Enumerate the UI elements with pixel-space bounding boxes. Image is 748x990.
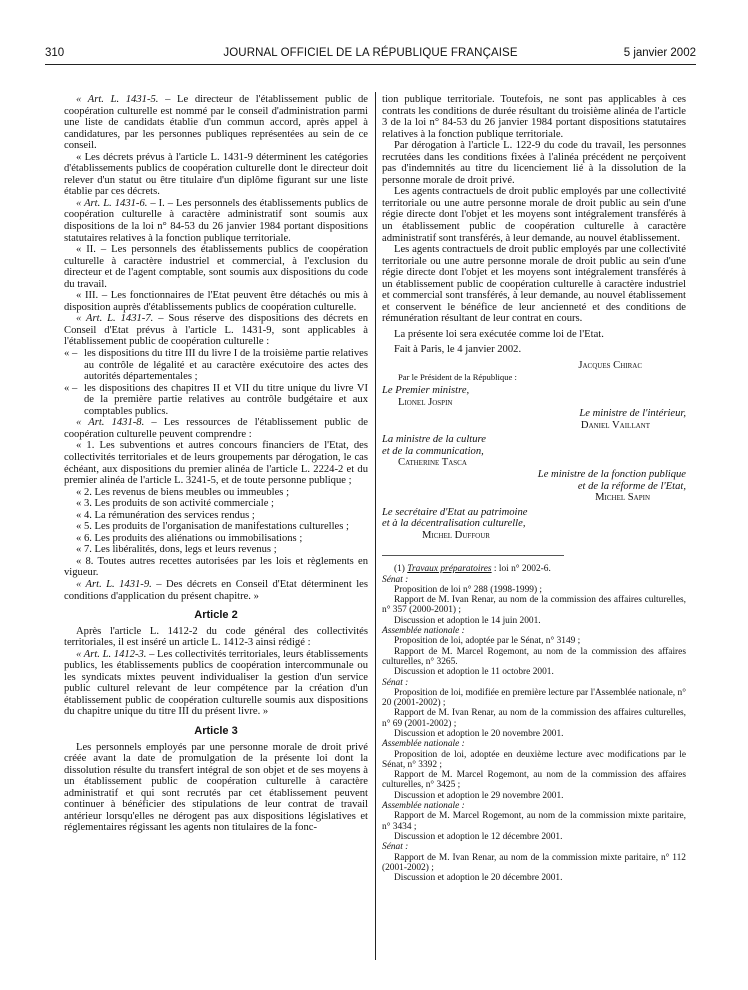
signatory-name: Daniel Vaillant bbox=[580, 419, 650, 431]
article-ref: « Art. L. 1431-6. bbox=[76, 197, 148, 209]
article-ref: « Art. 1431-8. bbox=[76, 417, 145, 429]
paragraph: tion publique territoriale. Toutefois, ne sont pas applicables à ces contrats les conditions de durée résultant du troisième alinéa de l'article 3 de la loi n° 84-53 du 26 janvier 1984 portant dispositions statutaires relatives à la fonction publique territoriale. bbox=[382, 94, 686, 140]
footnote-text: : loi n° 2002-6. bbox=[491, 564, 551, 575]
footnote-line: Rapport de M. Marcel Rogemont, au nom de la commission des affaires culturelles, n° 3265. bbox=[382, 646, 686, 667]
list-item-text: les dispositions du titre III du livre I de la troisième partie relatives au contrôle de légalité et au caractère exécutoire des actes des autorités départementales ; bbox=[84, 348, 368, 383]
footnote-line: Discussion et adoption le 12 décembre 2001. bbox=[394, 831, 563, 842]
footnote-line: Proposition de loi, adoptée en deuxième lecture avec modifications par le Sénat, n° 3392 ; bbox=[382, 749, 686, 770]
signatory-title: La ministre de la culture bbox=[382, 434, 486, 446]
signatures bbox=[382, 360, 686, 541]
footnotes bbox=[382, 564, 686, 883]
paragraph bbox=[64, 94, 368, 152]
signature-note: Par le Président de la République : bbox=[398, 371, 517, 382]
paragraph bbox=[64, 313, 368, 348]
article-ref: « Art. L. 1431-7. bbox=[76, 313, 154, 325]
footnote-chamber: Assemblée nationale : bbox=[382, 801, 465, 812]
paragraph: La présente loi sera exécutée comme loi de l'Etat. bbox=[394, 328, 604, 340]
signatory-title: Le Premier ministre, bbox=[382, 385, 470, 397]
column-divider bbox=[375, 92, 376, 960]
issue-date: 5 janvier 2002 bbox=[623, 47, 696, 59]
signatory-name: Catherine Tasca bbox=[398, 457, 467, 469]
footnote-line: Rapport de M. Ivan Renar, au nom de la commission des affaires culturelles, n° 357 (2000-2001) ; bbox=[382, 595, 686, 616]
paragraph-text: – Des décrets en Conseil d'Etat déterminent les conditions d'application du présent chapitre. » bbox=[64, 578, 368, 602]
footnote-line: Rapport de M. Marcel Rogemont, au nom de la commission mixte paritaire, n° 3434 ; bbox=[382, 811, 686, 832]
footnote-line: Rapport de M. Marcel Rogemont, au nom de la commission des affaires culturelles, n° 3425 ; bbox=[382, 770, 686, 791]
paragraph bbox=[64, 579, 368, 602]
list-item bbox=[64, 348, 368, 383]
paragraph: Par dérogation à l'article L. 122-9 du code du travail, les personnes recrutées dans les conditions fixées à l'alinéa précédent ne perçoivent pas d'indemnités au titre du licenciement lié à la dissolution de la personne morale de droit privé. bbox=[382, 140, 686, 186]
paragraph: Après l'article L. 1412-2 du code général des collectivités territoriales, il est inséré un article L. 1412-3 ainsi rédigé : bbox=[64, 625, 368, 649]
footnote-chamber: Assemblée nationale : bbox=[382, 739, 465, 750]
footnote-chamber: Sénat : bbox=[382, 677, 409, 688]
resource-item: « 3. Les produits de son activité commerciale ; bbox=[76, 498, 274, 510]
article-3-heading: Article 3 bbox=[194, 724, 238, 737]
paragraph-text: – Les collectivités territoriales, leurs établissements publics, les établissements publics de coopération intercommunale ou les syndicats mixtes peuvent individualiser la gestion d'un service public culturel relevant de leur compétence par la création d'un établissement public de coopération culturelle soumis aux dispositions du chapitre unique du titre III du présent livre. » bbox=[64, 648, 368, 718]
footnote-line: Discussion et adoption le 14 juin 2001. bbox=[394, 615, 541, 626]
paragraph: « III. – Les fonctionnaires de l'Etat peuvent être détachés ou mis à disposition auprès d'établissements publics de coopération culturelle. bbox=[64, 290, 368, 313]
footnote-line: Proposition de loi, adoptée par le Sénat, n° 3149 ; bbox=[394, 636, 581, 647]
paragraph: « Les décrets prévus à l'article L. 1431-9 déterminent les catégories d'établissements publics de coopération culturelle dont le directeur doit relever d'un statut ou être titulaire d'un diplôme figurant sur une liste établie par ces décrets. bbox=[64, 151, 368, 198]
footnote-line: Rapport de M. Ivan Renar, au nom de la commission mixte paritaire, n° 112 (2001-2002) ; bbox=[382, 852, 686, 873]
paragraph: « II. – Les personnels des établissements publics de coopération culturelle à caractère industriel et commercial, à l'exclusion du directeur et de l'agent comptable, sont soumis aux dispositions du code du travail. bbox=[64, 244, 368, 290]
left-column bbox=[64, 94, 368, 834]
paragraph-text: – Les ressources de l'établissement public de coopération culturelle peuvent comprendre : bbox=[64, 417, 368, 440]
signatory-name: Jacques Chirac bbox=[578, 360, 642, 372]
journal-title: JOURNAL OFFICIEL DE LA RÉPUBLIQUE FRANÇAISE bbox=[223, 47, 518, 59]
footnote-line: Discussion et adoption le 11 octobre 2001. bbox=[394, 667, 554, 678]
paragraph: Fait à Paris, le 4 janvier 2002. bbox=[394, 344, 522, 356]
footnote-line: Proposition de loi, modifiée en première lecture par l'Assemblée nationale, n° 20 (2001-2002) ; bbox=[382, 687, 686, 709]
footnote-line: Rapport de M. Ivan Renar, au nom de la commission des affaires culturelles, n° 69 (2001-2002) ; bbox=[382, 708, 686, 729]
paragraph: Les personnels employés par une personne morale de droit privé créée avant la date de promulgation de la présente loi dont la dissolution résulte du transfert intégral de son objet et de ses moyens à un établissement public de coopération culturelle à caractère administratif et qui sont recrutés par cet établissement peuvent continuer à bénéficier des stipulations de leur contrat de travail antérieur lorsqu'elles ne dérogent pas aux dispositions législatives et réglementaires régissant les agents non titulaires de la fonc- bbox=[64, 741, 368, 834]
resource-item: « 4. La rémunération des services rendus ; bbox=[76, 509, 255, 521]
resource-item: « 1. Les subventions et autres concours financiers de l'Etat, des collectivités territoriales et de leurs groupements par dérogation, le cas échéant, aux dispositions du premier alinéa de l'article L. 2224-2 et du premier alinéa de l'article L. 3241-5, et de toute personne publique ; bbox=[64, 440, 368, 487]
footnote-chamber: Assemblée nationale : bbox=[382, 626, 465, 637]
footnote-chamber: Sénat : bbox=[382, 574, 409, 585]
footnote-number: (1) bbox=[394, 564, 408, 575]
dash-list bbox=[64, 348, 368, 417]
resource-item: « 5. Les produits de l'organisation de manifestations culturelles ; bbox=[76, 521, 349, 533]
signatory-name: Lionel Jospin bbox=[398, 396, 453, 408]
paragraph-text: – Sous réserve des dispositions des décrets en Conseil d'Etat prévus à l'article L. 1431-9, sont applicables à l'établissement public de coopération culturelle : bbox=[64, 313, 368, 348]
page-number: 310 bbox=[45, 47, 65, 59]
paragraph-text: – Le directeur de l'établissement public de coopération culturelle est nommé par le conseil d'administration parmi une liste de candidats établie d'un commun accord, après appel à candidatures, par les personnes publiques représentées au sein de ce conseil. bbox=[64, 94, 369, 152]
footnote-heading: Travaux préparatoires bbox=[407, 564, 492, 575]
article-2-heading: Article 2 bbox=[194, 609, 238, 622]
right-column bbox=[382, 94, 686, 883]
footnote-chamber: Sénat : bbox=[382, 842, 409, 853]
list-dash: « – bbox=[64, 382, 78, 394]
list-item bbox=[64, 382, 368, 418]
signatory-title: et de la réforme de l'Etat, bbox=[577, 480, 686, 492]
list-dash: « – bbox=[64, 348, 78, 360]
footnote-line bbox=[382, 564, 686, 574]
signatory-title: Le secrétaire d'Etat au patrimoine bbox=[382, 506, 528, 518]
signatory-title: Le ministre de la fonction publique bbox=[537, 468, 686, 480]
signatory-title: et de la communication, bbox=[382, 445, 484, 457]
paragraph: Les agents contractuels de droit public employés par une collectivité territoriale ou une autre personne morale de droit public au sein d'une régie directe dont l'objet et les moyens sont intégralement transférés à un établissement public de coopération culturelle à caractère administratif sont transférés, à leur demande, au nouvel établissement. bbox=[382, 186, 686, 244]
page-header bbox=[45, 47, 696, 63]
article-ref: « Art. L. 1431-5. bbox=[76, 94, 159, 105]
list-item-text: les dispositions des chapitres II et VII du titre unique du livre VI de la première partie relatives au contrôle budgétaire et aux comptables publics. bbox=[84, 382, 368, 417]
paragraph bbox=[64, 198, 368, 244]
resource-item: « 2. Les revenus de biens meubles ou immeubles ; bbox=[76, 486, 290, 498]
paragraph bbox=[64, 417, 368, 440]
article-ref: « Art. L. 1412-3. bbox=[76, 648, 147, 660]
footnote-line: Discussion et adoption le 20 décembre 2001. bbox=[394, 873, 563, 884]
resource-item: « 7. Les libéralités, dons, legs et leurs revenus ; bbox=[76, 544, 277, 556]
signatory-title: Le ministre de l'intérieur, bbox=[579, 408, 686, 420]
paragraph: Les agents contractuels de droit public employés par une collectivité territoriale ou une autre personne morale de droit public au sein d'une régie directe dont l'objet et les moyens sont intégralement transférés à un établissement public de coopération culturelle à caractère industriel et commercial sont transférés, à leur demande, au nouvel établissement et conservent le bénéfice de leur ancienneté et des conditions de rémunération résultant de leur contrat en cours. bbox=[382, 244, 686, 325]
footnote-line: Discussion et adoption le 29 novembre 2001. bbox=[394, 790, 564, 801]
footnote-line: Proposition de loi n° 288 (1998-1999) ; bbox=[394, 584, 543, 595]
signatory-name: Michel Duffour bbox=[422, 529, 490, 541]
header-rule bbox=[45, 64, 696, 65]
article-ref: « Art. L. 1431-9. bbox=[76, 578, 152, 590]
signatory-name: Michel Sapin bbox=[595, 492, 650, 504]
resource-item: « 6. Les produits des aliénations ou immobilisations ; bbox=[76, 532, 303, 544]
footnote-rule bbox=[382, 555, 564, 564]
paragraph-text: – I. – Les personnels des établissements publics de coopération culturelle à caractère administratif sont soumis aux dispositions de la loi n° 84-53 du 26 janvier 1984 portant dispositions statutaires relatives à la fonction publique territoriale. bbox=[64, 197, 369, 244]
footnote-line: Discussion et adoption le 20 novembre 2001. bbox=[394, 728, 564, 739]
resource-item: « 8. Toutes autres recettes autorisées par les lois et règlements en vigueur. bbox=[64, 555, 368, 579]
paragraph bbox=[64, 649, 368, 718]
signatory-title: et à la décentralisation culturelle, bbox=[382, 518, 526, 530]
